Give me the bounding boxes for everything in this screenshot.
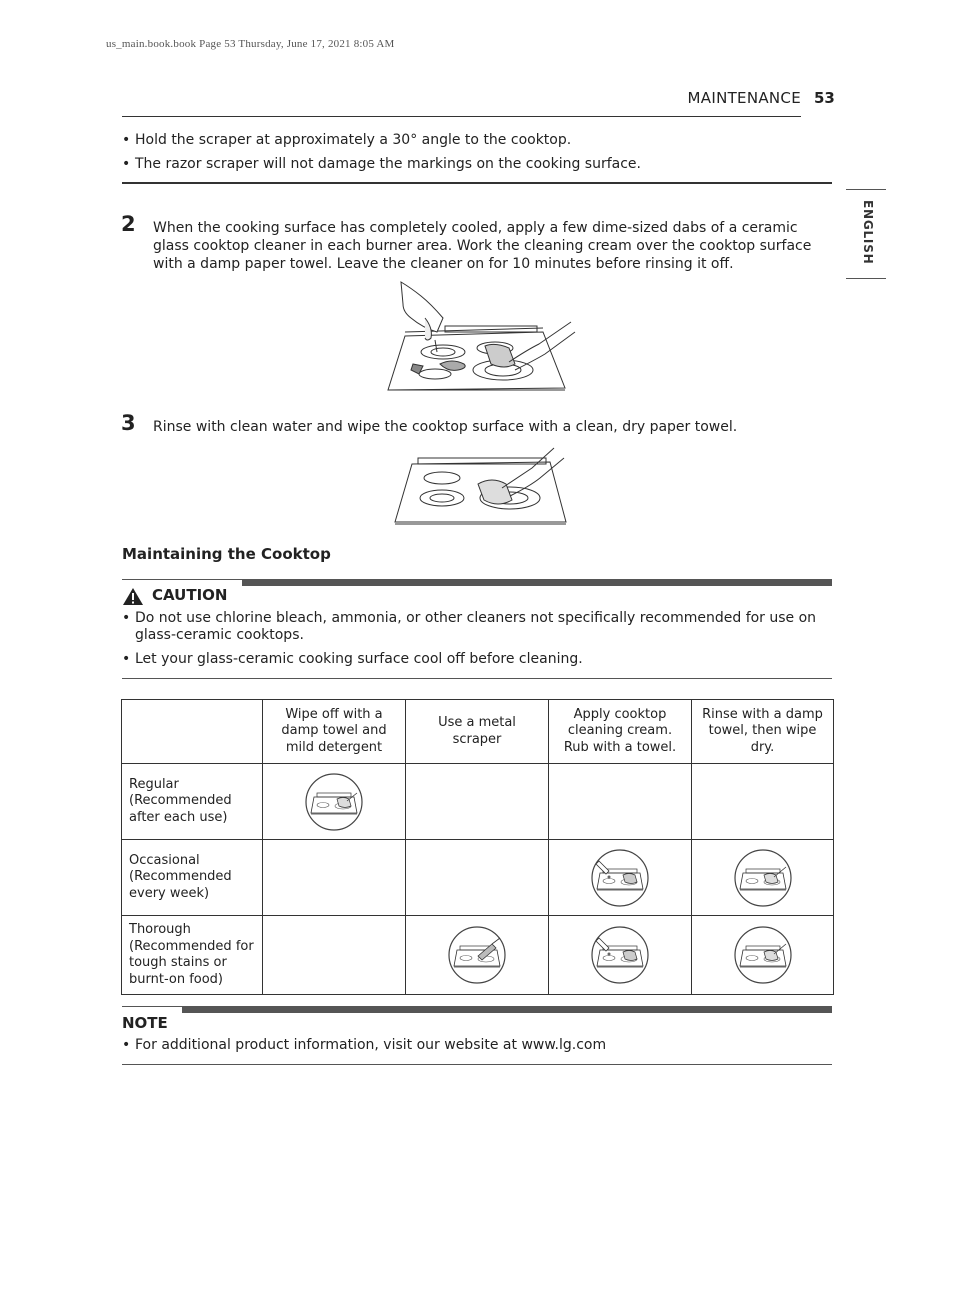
section-header: MAINTENANCE (687, 89, 801, 107)
step-number: 3 (121, 411, 136, 435)
side-tab-bottom-rule (846, 278, 886, 279)
table-cell (406, 764, 549, 840)
note-bar (182, 1006, 832, 1013)
caution-end-rule (122, 678, 832, 679)
bullet-item: • Hold the scraper at approximately a 30° angle to the cooktop. (122, 132, 822, 149)
table-cell (406, 916, 549, 995)
table-cell (263, 764, 406, 840)
file-info: us_main.book.book Page 53 Thursday, June 17, 2021 8:05 AM (106, 38, 395, 50)
bullet-item: • The razor scraper will not damage the markings on the cooking surface. (122, 156, 822, 173)
row-label: Thorough (Recommended for tough stains or burnt-on food) (122, 916, 263, 995)
side-tab-top-rule (846, 189, 886, 190)
table-cell (406, 840, 549, 916)
caution-label: CAUTION (152, 586, 228, 604)
section-title: Maintaining the Cooktop (122, 545, 331, 563)
warning-icon (122, 587, 144, 606)
table-cell (549, 764, 692, 840)
table-header-cell: Apply cooktop cleaning cream. Rub with a towel. (549, 700, 692, 764)
table-header-cell: Use a metal scraper (406, 700, 549, 764)
cooktop-cream-illustration (385, 280, 585, 392)
table-cell (692, 840, 834, 916)
table-cell (263, 916, 406, 995)
section-divider (122, 182, 832, 184)
cream-icon (591, 849, 649, 907)
table-cell (692, 764, 834, 840)
step-number: 2 (121, 212, 136, 236)
table-header-row (122, 700, 834, 764)
wipe-icon (305, 773, 363, 831)
caution-item: • Do not use chlorine bleach, ammonia, or other cleaners not specifically recommended for use on glass-ceramic cooktops. (122, 610, 832, 644)
table-header-cell: Rinse with a damp towel, then wipe dry. (692, 700, 834, 764)
table-cell (263, 840, 406, 916)
scraper-tips (122, 132, 822, 180)
caution-item: • Let your glass-ceramic cooking surface cool off before cleaning. (122, 651, 832, 668)
table-cell (549, 916, 692, 995)
note-end-rule (122, 1064, 832, 1065)
cooktop-rinse-illustration (392, 444, 572, 526)
header-rule (122, 116, 801, 117)
caution-bar (242, 579, 832, 586)
caution-rule-left (122, 579, 242, 580)
row-label: Occasional (Recommended every week) (122, 840, 263, 916)
language-tab: ENGLISH (861, 200, 875, 265)
table-cell (692, 916, 834, 995)
note-label: NOTE (122, 1014, 168, 1032)
note-rule-left (122, 1006, 182, 1007)
note-item: • For additional product information, visit our website at www.lg.com (122, 1037, 832, 1054)
table-header-cell: Wipe off with a damp towel and mild detergent (263, 700, 406, 764)
caution-list (122, 610, 832, 675)
note-list (122, 1037, 832, 1061)
scraper-icon (448, 926, 506, 984)
cream-icon (591, 926, 649, 984)
table-row (122, 916, 834, 995)
page-number: 53 (814, 89, 835, 107)
row-label: Regular (Recommended after each use) (122, 764, 263, 840)
step-text: When the cooking surface has completely cooled, apply a few dime-sized dabs of a ceramic glass cooktop cleaner in each burner area. Work the cleaning cream over the cooktop surface with a damp paper towel. Leave the cleaner on for 10 minutes before rinsing it off. (153, 220, 812, 272)
rinse-icon (734, 926, 792, 984)
step-text: Rinse with clean water and wipe the cooktop surface with a clean, dry paper towel. (153, 419, 738, 435)
table-header-cell (122, 700, 263, 764)
table-cell (549, 840, 692, 916)
table-row (122, 764, 834, 840)
table-row (122, 840, 834, 916)
cleaning-table (121, 699, 834, 995)
rinse-icon (734, 849, 792, 907)
